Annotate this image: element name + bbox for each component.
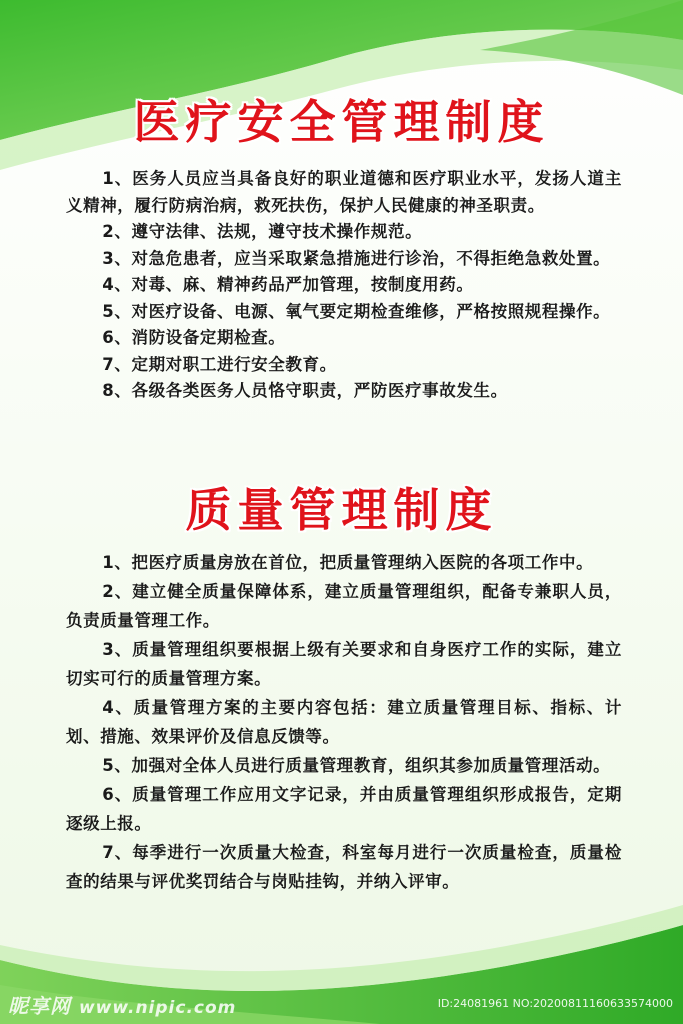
quality-rule-5: 5、加强对全体人员进行质量管理教育，组织其参加质量管理活动。 [102, 756, 611, 775]
quality-rule-7: 7、每季进行一次质量大检查，科室每月进行一次质量检查，质量检查的结果与评优奖罚结合与岗贴挂钩，并纳入评审。 [66, 843, 622, 891]
quality-rule-3: 3、质量管理组织要根据上级有关要求和自身医疗工作的实际，建立切实可行的质量管理方案。 [66, 640, 622, 688]
title-quality-management: 质量管理制度 [185, 483, 498, 537]
quality-rule-1: 1、把医疗质量房放在首位，把质量管理纳入医院的各项工作中。 [102, 553, 594, 572]
image-id-text: ID:24081961 NO:20200811160633574000 [437, 997, 673, 1010]
safety-rule-6: 6、消防设备定期检查。 [102, 328, 286, 347]
quality-rule-4: 4、质量管理方案的主要内容包括：建立质量管理目标、指标、计划、措施、效果评价及信息反馈等。 [66, 698, 622, 746]
safety-rule-7: 7、定期对职工进行安全教育。 [102, 354, 337, 374]
safety-rule-1: 1、医务人员应当具备良好的职业道德和医疗职业水平，发扬人道主义精神，履行防病治病，救死扶伤，保护人民健康的神圣职责。 [66, 169, 622, 215]
quality-rule-2: 2、建立健全质量保障体系，建立质量管理组织，配备专兼职人员，负责质量管理工作。 [66, 582, 622, 630]
quality-rule-6: 6、质量管理工作应用文字记录，并由质量管理组织形成报告，定期逐级上报。 [66, 785, 622, 833]
title-medical-safety: 医疗安全管理制度 [133, 95, 550, 149]
safety-rule-2: 2、遵守法律、法规，遵守技术操作规范。 [102, 222, 423, 241]
watermark-brand: 昵享网 [8, 994, 71, 1018]
quality-rules-list [66, 548, 622, 896]
safety-rules-list [66, 166, 622, 405]
nipic-watermark [8, 990, 236, 1019]
safety-rule-5: 5、对医疗设备、电源、氧气要定期检查维修，严格按照规程操作。 [102, 301, 611, 321]
safety-rule-8: 8、各级各类医务人员恪守职责，严防医疗事故发生。 [102, 381, 508, 400]
watermark-url: www.nipic.com [78, 998, 237, 1018]
safety-rule-4: 4、对毒、麻、精神药品严加管理，按制度用药。 [102, 275, 474, 294]
safety-rule-3: 3、对急危患者，应当采取紧急措施进行诊治，不得拒绝急救处置。 [102, 248, 611, 268]
